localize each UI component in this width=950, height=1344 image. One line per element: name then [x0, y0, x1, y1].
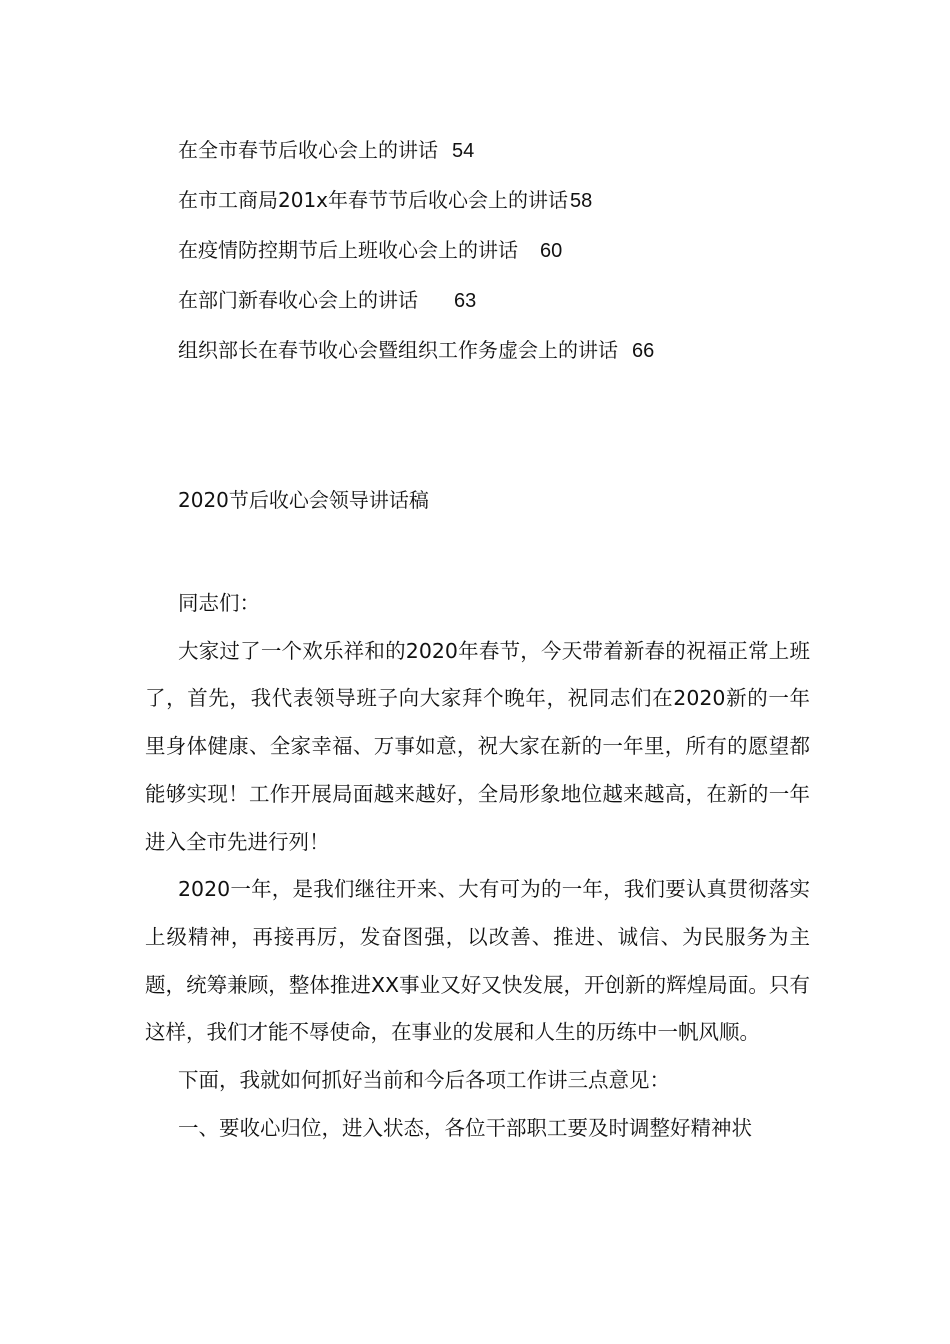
toc-entry-page: 66 [632, 340, 655, 362]
toc-entry-title: 在全市春节后收心会上的讲话 [178, 138, 438, 162]
toc-entry-page: 54 [452, 140, 475, 162]
document-body [145, 580, 810, 1152]
table-of-contents [178, 130, 818, 380]
toc-entry-page: 60 [540, 240, 563, 262]
toc-entry-title: 组织部长在春节收心会暨组织工作务虚会上的讲话 [178, 338, 618, 362]
toc-entry[interactable] [178, 180, 818, 230]
toc-entry-page: 58 [570, 190, 593, 212]
body-paragraph: 下面，我就如何抓好当前和今后各项工作讲三点意见： [178, 1068, 670, 1093]
toc-entry[interactable] [178, 280, 818, 330]
toc-entry[interactable] [178, 130, 818, 180]
body-paragraph: 2020一年，是我们继往开来、大有可为的一年，我们要认真贯彻落实上级精神，再接再厉，发奋图强，以改善、推进、诚信、为民服务为主题，统筹兼顾，整体推进XX事业又好又快发展，开创新的辉煌局面。只有这样，我们才能不辱使命，在事业的发展和人生的历练中一帆风顺。 [145, 877, 810, 1045]
salutation: 同志们： [178, 591, 260, 615]
toc-entry-title: 在疫情防控期节后上班收心会上的讲话 [178, 238, 518, 262]
toc-entry-page: 63 [454, 290, 477, 312]
body-paragraph: 一、要收心归位，进入状态，各位干部职工要及时调整好精神状 [178, 1115, 752, 1140]
toc-entry[interactable] [178, 230, 818, 280]
toc-entry-title: 在市工商局201x年春节节后收心会上的讲话 [178, 188, 569, 212]
document-title: 2020节后收心会领导讲话稿 [178, 488, 429, 512]
body-paragraph: 大家过了一个欢乐祥和的2020年春节，今天带着新春的祝福正常上班了，首先，我代表领导班子向大家拜个晚年，祝同志们在2020新的一年里身体健康、全家幸福、万事如意，祝大家在新的一年里，所有的愿望都能够实现！工作开展局面越来越好，全局形象地位越来越高，在新的一年进入全市先进行列！ [145, 638, 810, 854]
toc-entry-title: 在部门新春收心会上的讲话 [178, 288, 418, 312]
toc-entry[interactable] [178, 330, 818, 380]
